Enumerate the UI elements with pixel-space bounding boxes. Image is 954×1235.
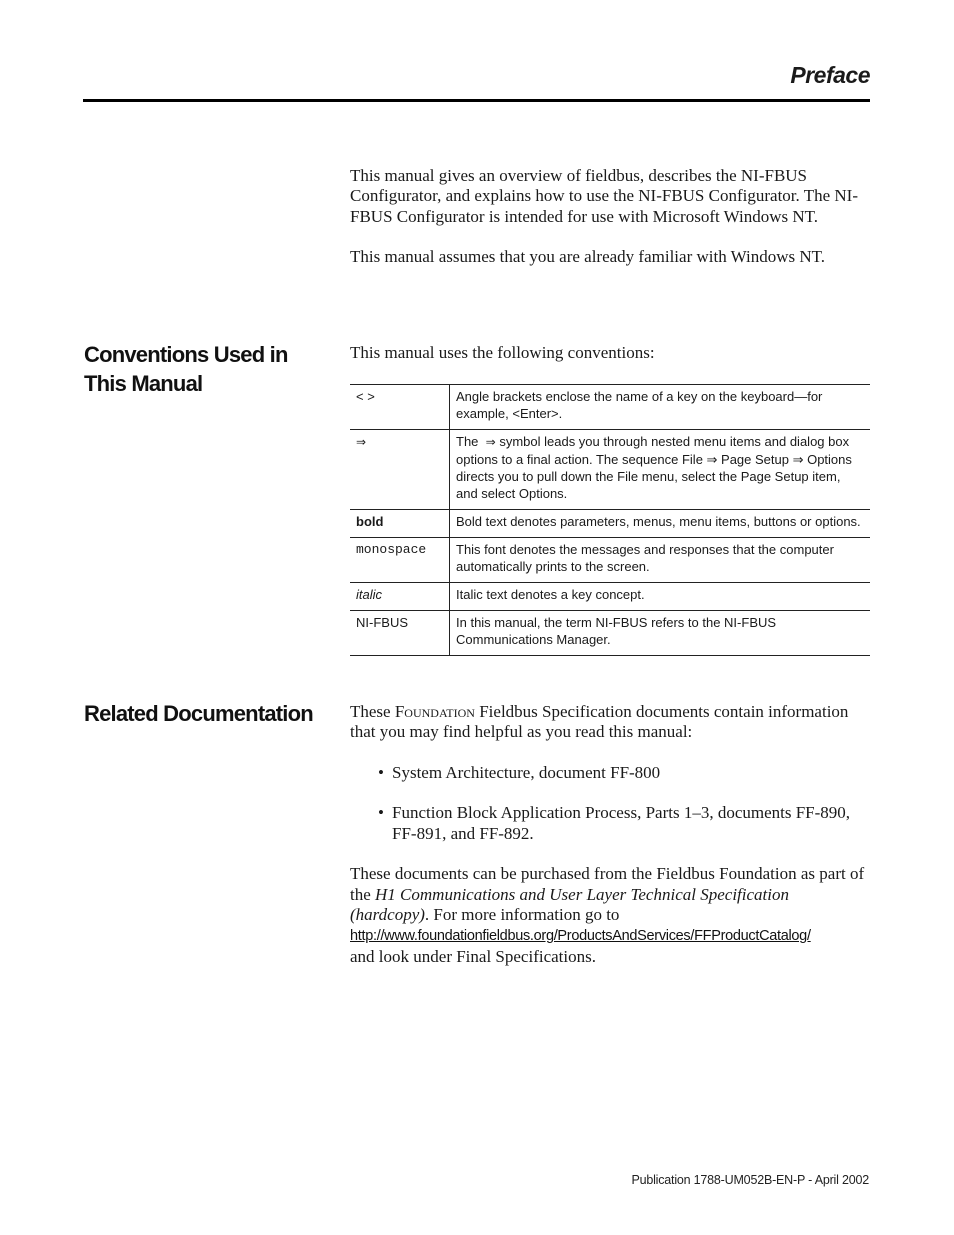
list-item — [350, 763, 870, 783]
intro-paragraph-1: This manual gives an overview of fieldbus, describes the NI-FBUS Configurator, and explains how to use the NI-FBUS Configurator. The NI-FBUS Configurator is intended for use with Microsoft Windows NT. — [350, 166, 858, 226]
desc-arrow-post: symbol leads you through nested menu items and dialog box options to a final action. The sequence File ⇒ Page Setup ⇒ Options directs you to pull down the File menu, select the Page Setup item, and select Options. — [456, 434, 852, 501]
intro-section — [350, 166, 870, 267]
table-row — [350, 583, 870, 611]
related-section — [350, 702, 870, 967]
desc-angle-brackets: Angle brackets enclose the name of a key on the keyboard—for example, <Enter>. — [450, 385, 871, 430]
related-intro-post: Fieldbus Specification documents contain information that you may find helpful as you read this manual: — [350, 702, 849, 742]
list-item — [350, 803, 870, 844]
desc-arrow — [450, 430, 871, 510]
purchase-paragraph — [350, 864, 870, 966]
table-row — [350, 385, 870, 430]
list-item-text: System Architecture, document FF-800 — [392, 762, 661, 782]
list-item-text: Function Block Application Process, Parts 1–3, documents FF-890, FF-891, and FF-892. — [392, 803, 851, 843]
conventions-lead-text: This manual uses the following conventions: — [350, 343, 655, 362]
table-row — [350, 430, 870, 510]
table-row — [350, 611, 870, 656]
desc-italic: Italic text denotes a key concept. — [450, 583, 871, 611]
bullet-icon: • — [378, 762, 384, 782]
desc-bold: Bold text denotes parameters, menus, menu items, buttons or options. — [450, 510, 871, 538]
table-row — [350, 510, 870, 538]
term-italic: italic — [350, 583, 450, 611]
related-intro-pre: These — [350, 702, 391, 721]
desc-monospace: This font denotes the messages and responses that the computer automatically prints to the screen. — [450, 538, 871, 583]
spec-title: H1 Communications and User Layer Technical Specification (hardcopy) — [350, 884, 789, 924]
conventions-heading: Conventions Used in This Manual — [84, 342, 288, 396]
purchase-closing: and look under Final Specifications. — [350, 946, 596, 966]
bullet-icon: • — [378, 803, 384, 823]
conventions-table — [350, 384, 870, 656]
desc-ni-fbus: In this manual, the term NI-FBUS refers to the NI-FBUS Communications Manager. — [450, 611, 871, 656]
arrow-symbol-inline: ⇒ — [485, 435, 496, 449]
term-monospace: monospace — [350, 538, 450, 583]
purchase-pre: These documents can be purchased from the Fieldbus Foundation as part of the — [350, 864, 865, 904]
related-doc-list — [350, 763, 870, 844]
arrow-symbol: ⇒ — [356, 435, 367, 449]
header-rule — [83, 99, 870, 102]
desc-arrow-pre: The — [456, 434, 479, 449]
term-bold: bold — [350, 510, 450, 538]
foundation-catalog-link[interactable]: http://www.foundationfieldbus.org/ProductsAndServices/FFProductCatalog/ — [350, 928, 811, 945]
related-intro — [350, 702, 870, 743]
publication-footer: Publication 1788-UM052B-EN-P - April 2002 — [631, 1173, 869, 1187]
intro-paragraph-2: This manual assumes that you are already familiar with Windows NT. — [350, 247, 826, 267]
conventions-lead — [350, 343, 870, 363]
related-heading: Related Documentation — [84, 701, 313, 726]
term-angle-brackets: < > — [350, 385, 450, 430]
term-ni-fbus: NI-FBUS — [350, 611, 450, 656]
page-title: Preface — [790, 62, 870, 88]
term-arrow — [350, 430, 450, 510]
foundation-brand: Foundation — [394, 702, 475, 721]
table-row — [350, 538, 870, 583]
purchase-post: . For more information go to — [424, 904, 620, 924]
